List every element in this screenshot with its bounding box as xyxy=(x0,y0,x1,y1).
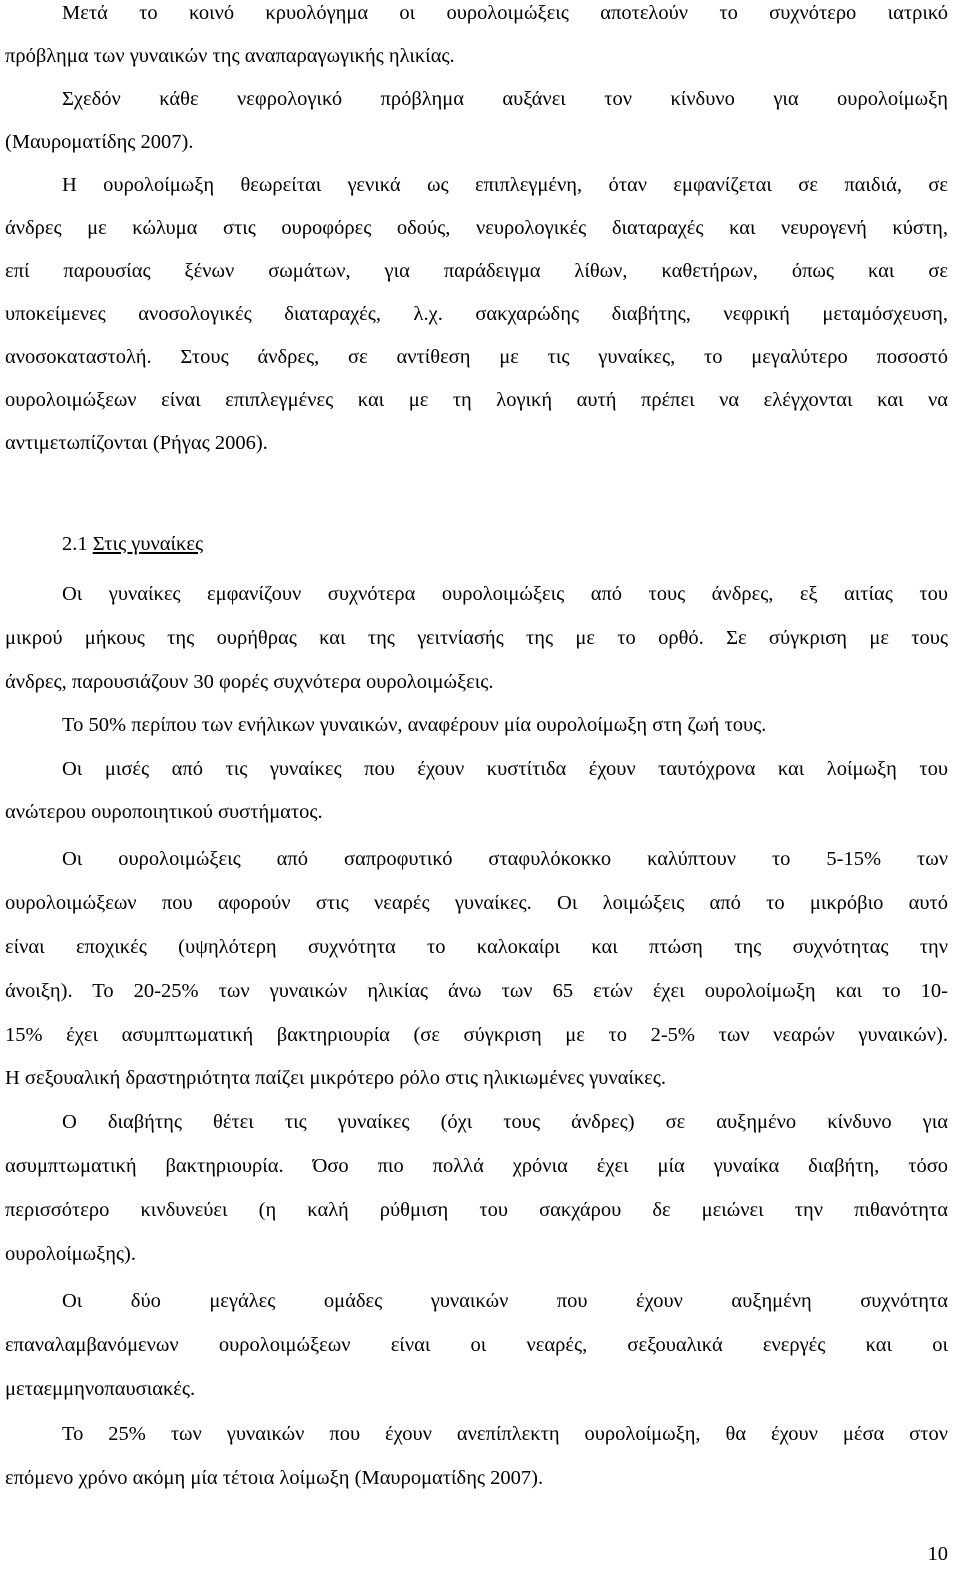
text-line: είναι εποχικές (υψηλότερη συχνότητα το καλοκαίρι και πτώση της συχνότητας την xyxy=(5,936,948,958)
text-line: ανώτερου ουροποιητικού συστήματος. xyxy=(5,801,323,823)
text-line: άνοιξη). Το 20-25% των γυναικών ηλικίας άνω των 65 ετών έχει ουρολοίμωξη και το 10- xyxy=(5,980,948,1002)
text-line: επόμενο χρόνο ακόμη μία τέτοια λοίμωξη (Μαυροματίδης 2007). xyxy=(5,1467,544,1489)
text-line: ουρολοίμωξης). xyxy=(5,1243,136,1265)
text-line: Οι γυναίκες εμφανίζουν συχνότερα ουρολοιμώξεις από τους άνδρες, εξ αιτίας του xyxy=(62,583,948,605)
text-line: μικρού μήκους της ουρήθρας και της γειτνίασής της με το ορθό. Σε σύγκριση με τους xyxy=(5,627,948,649)
text-line: άνδρες, παρουσιάζουν 30 φορές συχνότερα ουρολοιμώξεις. xyxy=(5,671,494,693)
text-line: επί παρουσίας ξένων σωμάτων, για παράδειγμα λίθων, καθετήρων, όπως και σε xyxy=(5,260,948,282)
text-line: 15% έχει ασυμπτωματική βακτηριουρία (σε σύγκριση με το 2-5% των νεαρών γυναικών). xyxy=(5,1024,948,1046)
text-line: ουρολοιμώξεων είναι επιπλεγμένες και με τη λογική αυτή πρέπει να ελέγχονται και να xyxy=(5,389,948,411)
text-line: Οι μισές από τις γυναίκες που έχουν κυστίτιδα έχουν ταυτόχρονα και λοίμωξη του xyxy=(62,758,948,780)
text-line: υποκείμενες ανοσολογικές διαταραχές, λ.χ. σακχαρώδης διαβήτης, νεφρική μεταμόσχευση, xyxy=(5,303,948,325)
text-line: ουρολοιμώξεων που αφορούν στις νεαρές γυναίκες. Οι λοιμώξεις από το μικρόβιο αυτό xyxy=(5,892,948,914)
text-line: περισσότερο κινδυνεύει (η καλή ρύθμιση του σακχάρου δε μειώνει την πιθανότητα xyxy=(5,1199,948,1221)
text-line: ασυμπτωματική βακτηριουρία. Όσο πιο πολλά χρόνια έχει μία γυναίκα διαβήτη, τόσο xyxy=(5,1155,948,1177)
text-line: Οι δύο μεγάλες ομάδες γυναικών που έχουν αυξημένη συχνότητα xyxy=(62,1290,948,1312)
text-line: Ο διαβήτης θέτει τις γυναίκες (όχι τους άνδρες) σε αυξημένο κίνδυνο για xyxy=(62,1111,948,1133)
text-line: μεταεμμηνοπαυσιακές. xyxy=(5,1378,196,1400)
text-line: αντιμετωπίζονται (Ρήγας 2006). xyxy=(5,432,268,454)
text-line: επαναλαμβανόμενων ουρολοιμώξεων είναι οι νεαρές, σεξουαλικά ενεργές και οι xyxy=(5,1334,948,1356)
text-line: ανοσοκαταστολή. Στους άνδρες, σε αντίθεση με τις γυναίκες, το μεγαλύτερο ποσοστό xyxy=(5,346,948,368)
text-line: Σχεδόν κάθε νεφρολογικό πρόβλημα αυξάνει τον κίνδυνο για ουρολοίμωξη xyxy=(62,88,948,110)
page-number: 10 xyxy=(927,1543,948,1565)
text-line: Η ουρολοίμωξη θεωρείται γενικά ως επιπλεγμένη, όταν εμφανίζεται σε παιδιά, σε xyxy=(62,174,948,196)
text-line: άνδρες με κώλυμα στις ουροφόρες οδούς, νευρολογικές διαταραχές και νευρογενή κύστη, xyxy=(5,217,948,239)
section-heading xyxy=(62,530,948,558)
text-line: Το 50% περίπου των ενήλικων γυναικών, αναφέρουν μία ουρολοίμωξη στη ζωή τους. xyxy=(62,714,767,736)
text-line: (Μαυροματίδης 2007). xyxy=(5,131,194,153)
section-number: 2.1 xyxy=(62,533,88,555)
section-title: Στις γυναίκες xyxy=(92,533,204,555)
text-line: Οι ουρολοιμώξεις από σαπροφυτικό σταφυλόκοκκο καλύπτουν το 5-15% των xyxy=(62,848,948,870)
text-line: πρόβλημα των γυναικών της αναπαραγωγικής ηλικίας. xyxy=(5,45,455,67)
text-line: Η σεξουαλική δραστηριότητα παίζει μικρότερο ρόλο στις ηλικιωμένες γυναίκες. xyxy=(5,1067,667,1089)
text-line: Το 25% των γυναικών που έχουν ανεπίπλεκτη ουρολοίμωξη, θα έχουν μέσα στον xyxy=(62,1423,948,1445)
text-line: Μετά το κοινό κρυολόγημα οι ουρολοιμώξεις αποτελούν το συχνότερο ιατρικό xyxy=(62,2,948,24)
